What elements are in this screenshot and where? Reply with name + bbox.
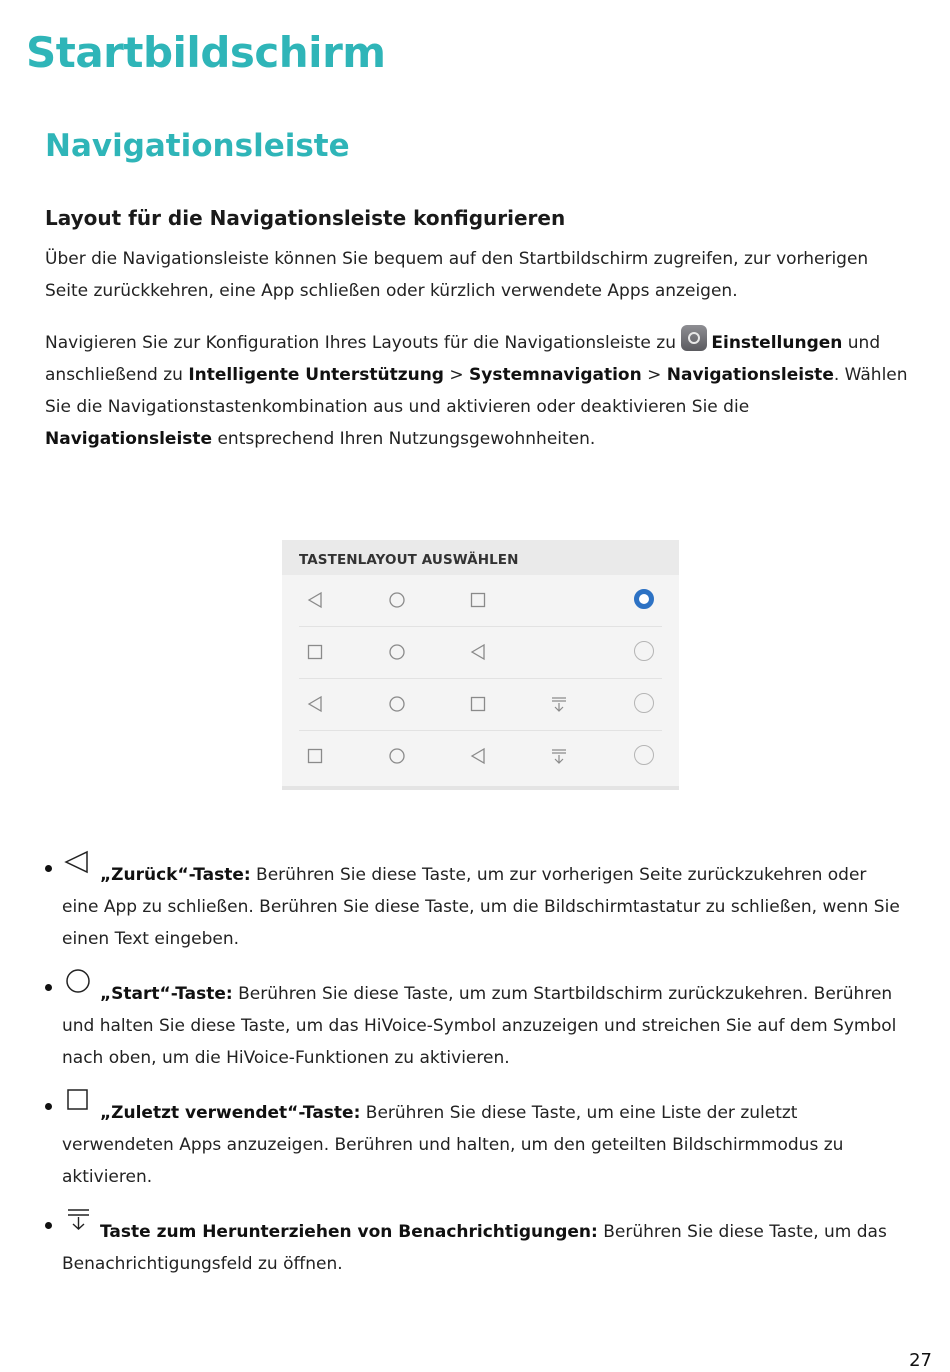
button-preview xyxy=(299,627,599,678)
item-label: „Zuletzt verwendet“-Taste: xyxy=(100,1103,361,1123)
bullet-dot xyxy=(45,984,52,991)
list-item xyxy=(45,1207,905,1280)
button-preview xyxy=(299,731,599,782)
notification-pulldown-icon xyxy=(552,750,566,763)
bullet-dot xyxy=(45,1222,52,1229)
path-separator: > xyxy=(443,365,470,385)
list-item xyxy=(45,1088,905,1193)
instruction-text: Navigieren Sie zur Konfiguration Ihres Layouts für die Navigationsleiste zu xyxy=(45,333,682,353)
home-icon xyxy=(390,645,404,659)
button-layout-panel xyxy=(282,540,679,790)
settings-label: Einstellungen xyxy=(711,333,843,353)
item-label: „Zurück“-Taste: xyxy=(100,865,251,885)
item-text: Berühren Sie diese Taste, um das Benachrichtigungsfeld zu öffnen. xyxy=(62,1222,887,1274)
back-icon xyxy=(309,593,321,607)
instruction-text: entsprechend Ihren Nutzungsgewohnheiten. xyxy=(212,429,596,449)
button-description-list xyxy=(45,850,905,1294)
instruction-text: und anschließend zu xyxy=(45,333,881,385)
bullet-dot xyxy=(45,1103,52,1110)
path-separator: > xyxy=(641,365,667,385)
section-title: Navigationsleiste xyxy=(45,128,350,164)
home-icon xyxy=(62,969,96,995)
intro-paragraph: Über die Navigationsleiste können Sie bequem auf den Startbildschirm zugreifen, zur vorherigen Seite zurückkehren, eine App schließen oder kürzlich verwendete Apps anzeigen. xyxy=(45,249,869,301)
item-text: Berühren Sie diese Taste, um eine Liste der zuletzt verwendeten Apps anzuzeigen. Berühren und halten, um den geteilten Bildschirmmodus zu aktivieren. xyxy=(62,1103,844,1187)
notification-pulldown-icon xyxy=(62,1207,96,1233)
radio-selected[interactable] xyxy=(634,589,654,609)
home-icon xyxy=(390,749,404,763)
subsection-title: Layout für die Navigationsleiste konfigurieren xyxy=(45,206,566,230)
back-icon xyxy=(62,850,96,876)
back-icon xyxy=(309,697,321,711)
button-preview xyxy=(299,575,599,626)
page-number: 27 xyxy=(909,1350,932,1371)
layout-option-row[interactable] xyxy=(299,731,662,782)
radio-unselected[interactable] xyxy=(634,693,654,713)
instruction-text: . Wählen Sie die Navigationstastenkombination aus und aktivieren oder deaktivieren Sie die xyxy=(45,365,908,417)
radio-unselected[interactable] xyxy=(634,641,654,661)
item-text: Berühren Sie diese Taste, um zum Startbildschirm zurückzukehren. Berühren und halten Sie diese Taste, um das HiVoice-Symbol anzuzeigen und streichen Sie auf dem Symbol nach oben, um die HiVoice-Funktionen zu aktivieren. xyxy=(62,984,897,1068)
menu-path-item: Intelligente Unterstützung xyxy=(188,365,444,385)
instruction-paragraph xyxy=(45,325,915,455)
back-icon xyxy=(472,749,484,763)
recent-icon xyxy=(309,750,322,763)
navbar-toggle-label: Navigationsleiste xyxy=(45,429,213,449)
button-preview xyxy=(299,679,599,730)
recent-icon xyxy=(472,594,485,607)
layout-option-row[interactable] xyxy=(299,575,662,627)
menu-path-item: Systemnavigation xyxy=(469,365,642,385)
layout-option-row[interactable] xyxy=(299,679,662,731)
item-text: Berühren Sie diese Taste, um zur vorherigen Seite zurückzukehren oder eine App zu schließen. Berühren Sie diese Taste, um die Bildschirmtastatur zu schließen, wenn Sie einen Text eingeben. xyxy=(62,865,900,949)
home-icon xyxy=(390,697,404,711)
list-item xyxy=(45,969,905,1074)
recent-icon xyxy=(309,646,322,659)
item-label: „Start“-Taste: xyxy=(100,984,233,1004)
bullet-dot xyxy=(45,865,52,872)
notification-pulldown-icon xyxy=(552,698,566,711)
back-icon xyxy=(472,645,484,659)
item-label: Taste zum Herunterziehen von Benachrichtigungen: xyxy=(100,1222,598,1242)
panel-header: TASTENLAYOUT AUSWÄHLEN xyxy=(282,540,679,575)
menu-path-item: Navigationsleiste xyxy=(666,365,834,385)
layout-option-row[interactable] xyxy=(299,627,662,679)
radio-unselected[interactable] xyxy=(634,745,654,765)
settings-icon xyxy=(681,325,707,351)
chapter-title: Startbildschirm xyxy=(26,28,386,77)
list-item xyxy=(45,850,905,955)
home-icon xyxy=(390,593,404,607)
recent-icon xyxy=(62,1088,96,1114)
recent-icon xyxy=(472,698,485,711)
